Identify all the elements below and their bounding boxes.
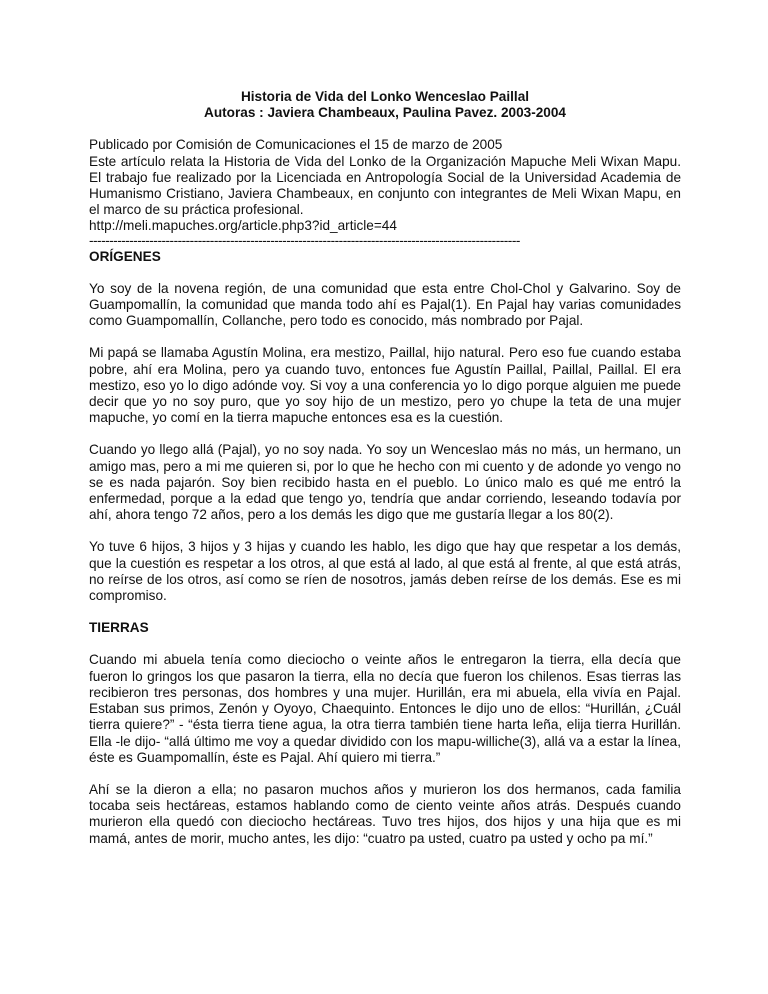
document-authors: Autoras : Javiera Chambeaux, Paulina Pavez. 2003-2004 xyxy=(204,105,566,121)
paragraph: Yo soy de la novena región, de una comunidad que esta entre Chol-Chol y Galvarino. Soy de Guampomallín, la comunidad que manda todo ahí es Pajal(1). En Pajal hay varias comunidades como Guampomallín, Collanche, pero todo es conocido, más nombrado por Pajal. xyxy=(89,280,681,329)
dashed-divider: ----------------------------------------------------------------------------------------------------------- xyxy=(89,234,520,248)
paragraph: Cuando mi abuela tenía como dieciocho o veinte años le entregaron la tierra, ella decía que fueron lo gringos los que pasaron la tierra, ella no decía que fueron los chilenos. Esas tierras las recibieron tres personas, dos hombres y una mujer. Hurillán, era mi abuela, ella vivía en Pajal. Estaban sus primos, Zenón y Oyoyo, Chaequinto. Entonces le dijo uno de ellos: “Hurillán, ¿Cuál tierra quiere?” - “ésta tierra tiene agua, la otra tierra también tiene harta leña, elija tierra Hurillán. Ella -le dijo- “allá último me voy a quedar dividido con los mapu-williche(3), allá va a estar la línea, éste es Guampomallín, éste es Pajal. Ahí quiero mi tierra.” xyxy=(89,652,681,765)
paragraph: Cuando yo llego allá (Pajal), yo no soy nada. Yo soy un Wenceslao más no más, un hermano, un amigo mas, pero a mi me quieren si, por lo que he hecho con mi cuento y de adonde yo vengo no se es nada pajarón. Soy bien recibido hasta en el pueblo. Lo único malo es qué me entró la enfermedad, porque a la edad que tengo yo, tendría que andar corriendo, leseando todavía por ahí, ahora tengo 72 años, pero a los demás les digo que me gustaría llegar a los 80(2). xyxy=(89,442,681,523)
article-description: Este artículo relata la Historia de Vida del Lonko de la Organización Mapuche Meli Wixan Mapu. El trabajo fue realizado por la Licenciada en Antropología Social de la Universidad Academia de Humanismo Cristiano, Javiera Chambeaux, en conjunto con integrantes de Meli Wixan Mapu, en el marco de su práctica profesional. xyxy=(89,153,681,218)
document-title: Historia de Vida del Lonko Wenceslao Paillal xyxy=(240,89,530,104)
paragraph: Ahí se la dieron a ella; no pasaron muchos años y murieron los dos hermanos, cada familia tocaba seis hectáreas, estamos hablando como de ciento veinte años atrás. Después cuando murieron ella quedó con dieciocho hectáreas. Tuvo tres hijos, dos hijos y una hija que es mi mamá, antes de morir, mucho antes, les dijo: “cuatro pa usted, cuatro pa usted y ocho pa mí.” xyxy=(89,781,681,846)
section-heading: TIERRAS xyxy=(89,620,149,636)
published-line: Publicado por Comisión de Comunicaciones el 15 de marzo de 2005 xyxy=(89,137,503,153)
title-block xyxy=(89,89,681,121)
paragraph: Yo tuve 6 hijos, 3 hijos y 3 hijas y cuando les hablo, les digo que hay que respetar a los demás, que la cuestión es respetar a los otros, al que está al lado, al que está al frente, al que está atrás, no reírse de los otros, así como se ríen de nosotros, jamás deben reírse de los demás. Ese es mi compromiso. xyxy=(89,539,681,604)
section-origenes xyxy=(89,249,681,605)
document-body xyxy=(89,89,681,863)
paragraph: Mi papá se llamaba Agustín Molina, era mestizo, Paillal, hijo natural. Pero eso fue cuando estaba pobre, ahí era Molina, pero ya cuando tuvo, entonces fue Agustín Paillal, Paillal, Paillal. El era mestizo, eso yo lo digo adónde voy. Si voy a una conferencia yo lo digo porque alguien me puede decir que yo no soy puro, que yo soy hijo de un mestizo, pero yo chupe la teta de una mujer mapuche, yo comí en la tierra mapuche entonces esa es la cuestión. xyxy=(89,345,681,426)
source-url: http://meli.mapuches.org/article.php3?id_article=44 xyxy=(89,218,397,234)
section-heading: ORÍGENES xyxy=(89,248,161,264)
section-tierras xyxy=(89,620,681,846)
publication-info xyxy=(89,137,681,248)
